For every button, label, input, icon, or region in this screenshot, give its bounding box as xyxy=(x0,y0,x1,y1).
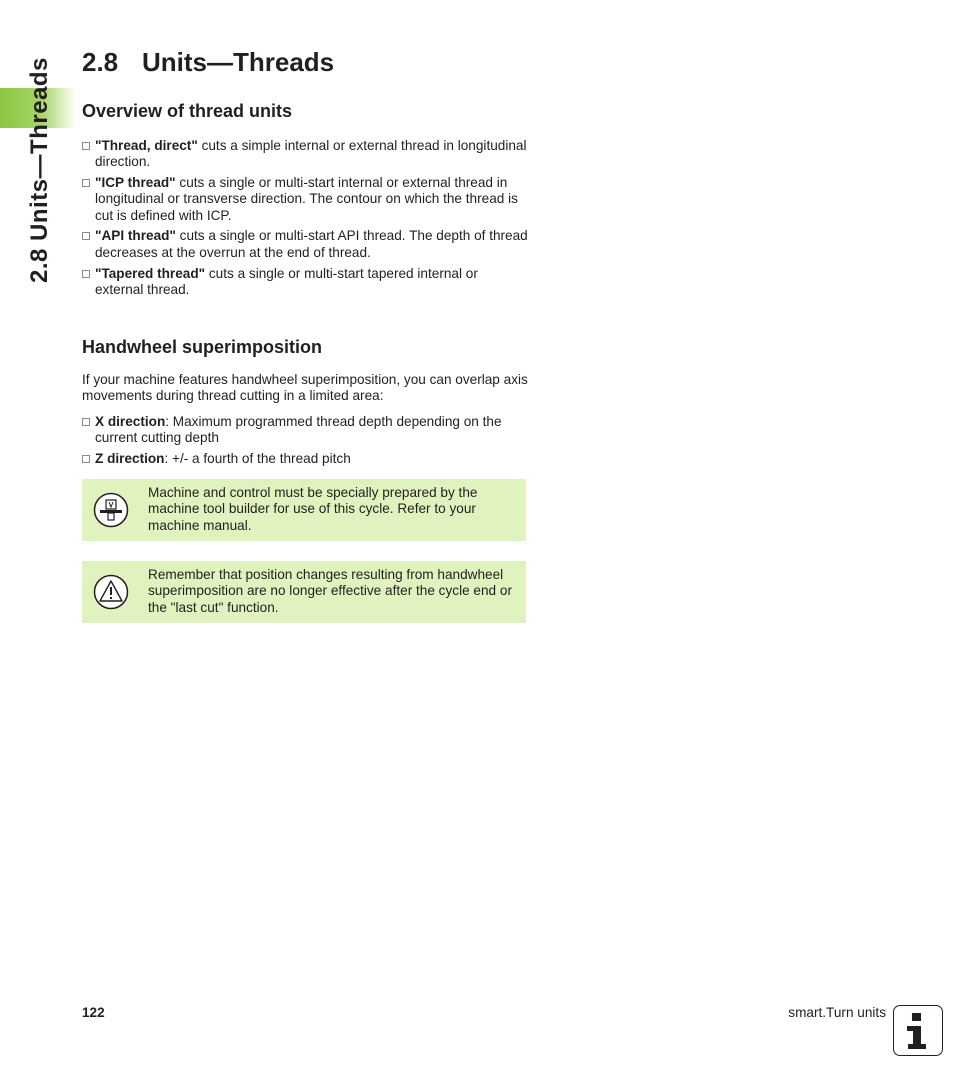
warning-icon xyxy=(93,574,129,610)
page-number: 122 xyxy=(82,1005,105,1020)
square-bullet-icon xyxy=(82,142,90,150)
note-warning-text: Remember that position changes resulting from handwheel superimposition are no longer effective after the cycle end or the "last cut" function. xyxy=(148,567,512,615)
list-item-text: cuts a single or multi-start tapered internal or external thread. xyxy=(95,265,478,297)
list-item-term: Z direction xyxy=(95,451,165,467)
list-item xyxy=(82,414,528,447)
handwheel-list xyxy=(82,414,528,472)
square-bullet-icon xyxy=(82,179,90,187)
info-glyph xyxy=(894,1006,941,1054)
list-item xyxy=(82,175,528,224)
list-item-text: cuts a single or multi-start internal or external thread in longitudinal or transverse direction. The contour on which the thread is cut is defined with ICP. xyxy=(95,175,518,223)
list-item-text: cuts a simple internal or external thread in longitudinal direction. xyxy=(95,138,527,170)
square-bullet-icon xyxy=(82,418,90,426)
note-machine xyxy=(82,479,526,541)
list-item xyxy=(82,138,528,171)
list-item xyxy=(82,228,528,261)
list-item-text: : Maximum programmed thread depth depending on the current cutting depth xyxy=(95,414,502,446)
list-item-text: : +/- a fourth of the thread pitch xyxy=(164,451,351,467)
list-item-term: "ICP thread" xyxy=(95,175,176,191)
list-item-text: cuts a single or multi-start API thread. The depth of thread decreases at the overrun at the end of thread. xyxy=(95,228,528,260)
section-title: Units—Threads xyxy=(142,47,335,77)
info-icon xyxy=(893,1005,943,1056)
square-bullet-icon xyxy=(82,232,90,240)
square-bullet-icon xyxy=(82,455,90,463)
list-item xyxy=(82,451,528,467)
note-warning xyxy=(82,561,526,623)
subheading-overview: Overview of thread units xyxy=(82,101,293,121)
thread-units-list xyxy=(82,138,528,303)
list-item-term: "Tapered thread" xyxy=(95,265,206,281)
list-item-term: "Thread, direct" xyxy=(95,138,198,153)
handwheel-intro: If your machine features handwheel superimposition, you can overlap axis movements during thread cutting in a limited area: xyxy=(82,372,528,404)
side-chapter-label: 2.8 Units—Threads xyxy=(26,57,53,283)
section-number: 2.8 xyxy=(82,47,119,77)
manual-title: smart.Turn units xyxy=(788,1005,886,1020)
list-item-term: X direction xyxy=(95,414,166,429)
list-item xyxy=(82,266,528,299)
square-bullet-icon xyxy=(82,270,90,278)
subheading-handwheel: Handwheel superimposition xyxy=(82,337,323,357)
machine-icon xyxy=(93,492,129,528)
list-item-term: "API thread" xyxy=(95,228,176,244)
page-title xyxy=(82,46,334,78)
note-machine-text: Machine and control must be specially prepared by the machine tool builder for use of this cycle. Refer to your machine manual. xyxy=(148,485,478,533)
